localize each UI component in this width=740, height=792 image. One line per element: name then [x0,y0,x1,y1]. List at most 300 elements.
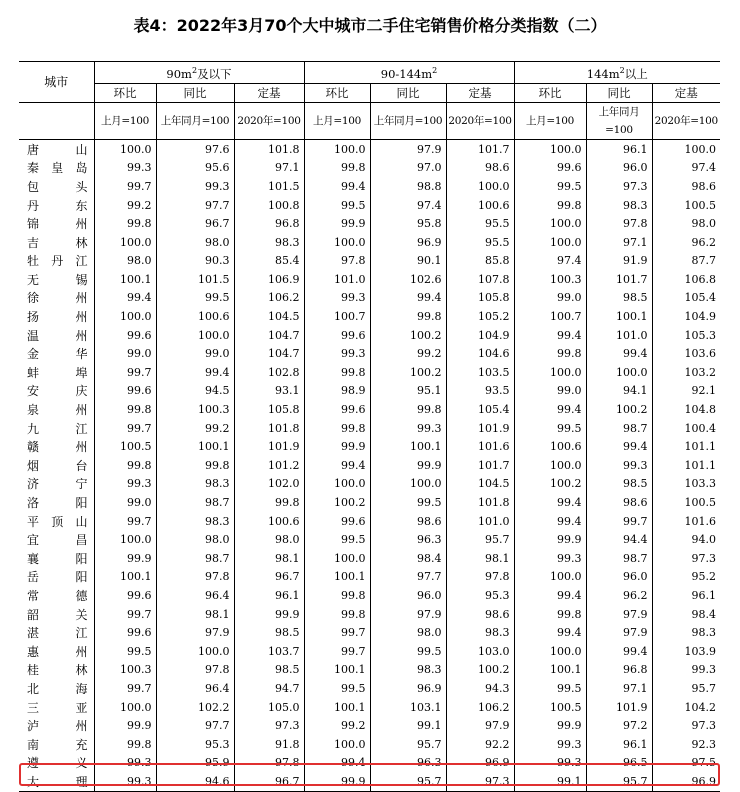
index-value: 100.3 [156,401,234,420]
index-value: 100.0 [156,326,234,345]
index-value: 100.0 [586,364,652,383]
index-value: 99.8 [94,735,156,754]
index-value: 99.4 [514,624,586,643]
index-value: 98.1 [446,549,514,568]
index-value: 99.5 [304,680,370,699]
index-value: 101.7 [586,271,652,290]
index-value: 101.5 [234,178,304,197]
index-value: 97.9 [370,605,446,624]
city-name: 湛江 [27,626,88,641]
index-value: 99.3 [94,159,156,178]
highlight-box [19,763,720,786]
sub-header: 环比 [304,83,370,103]
index-value: 96.3 [370,531,446,550]
index-value: 101.0 [304,271,370,290]
index-value: 101.7 [446,457,514,476]
index-value: 99.3 [514,735,586,754]
index-value: 99.4 [514,587,586,606]
index-value: 99.2 [304,717,370,736]
index-value: 99.7 [94,605,156,624]
index-value: 98.5 [234,661,304,680]
table-row [19,345,720,364]
index-value: 98.6 [586,494,652,513]
city-name: 锦州 [27,217,88,232]
index-value: 105.4 [446,401,514,420]
table-row [19,140,720,159]
index-value: 92.3 [652,735,720,754]
index-value: 96.4 [156,680,234,699]
index-value: 100.2 [446,661,514,680]
index-value: 100.5 [652,494,720,513]
city-name: 岳阳 [27,570,88,585]
index-value: 95.2 [652,568,720,587]
index-value: 98.3 [156,475,234,494]
index-value: 99.9 [514,717,586,736]
index-value: 100.0 [514,642,586,661]
index-value: 99.4 [94,289,156,308]
index-value: 100.0 [514,140,586,159]
city-header: 城市 [19,62,94,103]
index-value: 104.2 [652,698,720,717]
index-value: 99.3 [94,754,156,773]
index-value: 102.6 [370,271,446,290]
city-name: 烟台 [27,458,88,473]
index-value: 99.3 [304,345,370,364]
index-value: 98.3 [652,624,720,643]
index-value: 99.3 [514,754,586,773]
index-value: 99.6 [94,587,156,606]
index-value: 98.3 [446,624,514,643]
index-value: 94.4 [586,531,652,550]
index-value: 95.7 [370,735,446,754]
index-value: 100.6 [446,196,514,215]
index-value: 99.7 [94,680,156,699]
index-value: 96.9 [652,773,720,792]
table-row [19,289,720,308]
sub-header: 同比 [586,83,652,103]
index-value: 99.3 [514,549,586,568]
index-value: 101.2 [234,457,304,476]
table-row [19,661,720,680]
index-value: 97.1 [586,680,652,699]
index-value: 100.0 [514,364,586,383]
base-header: 2020年=100 [446,103,514,140]
index-value: 99.5 [514,680,586,699]
index-value: 91.9 [586,252,652,271]
index-value: 92.1 [652,382,720,401]
table-row [19,494,720,513]
index-value: 99.8 [304,587,370,606]
index-value: 100.6 [514,438,586,457]
index-value: 97.7 [156,196,234,215]
index-value: 99.5 [94,642,156,661]
index-value: 98.4 [370,549,446,568]
table-row [19,382,720,401]
index-value: 96.2 [586,587,652,606]
index-value: 99.6 [304,512,370,531]
index-value: 99.8 [370,401,446,420]
index-value: 94.5 [156,382,234,401]
index-value: 97.3 [652,717,720,736]
index-value: 96.0 [370,587,446,606]
index-value: 100.0 [94,531,156,550]
city-name: 大理 [19,773,94,792]
index-value: 100.1 [514,661,586,680]
table-row [19,624,720,643]
index-value: 97.4 [514,252,586,271]
index-value: 99.8 [514,605,586,624]
index-value: 100.6 [234,512,304,531]
index-value: 96.1 [586,735,652,754]
table-row [19,642,720,661]
sub-header: 同比 [370,83,446,103]
index-value: 98.8 [370,178,446,197]
index-value: 105.3 [652,326,720,345]
index-value: 98.7 [586,419,652,438]
index-value: 99.4 [514,494,586,513]
index-value: 98.3 [234,233,304,252]
index-value: 98.0 [370,624,446,643]
index-value: 98.6 [652,178,720,197]
city-name: 安庆 [27,384,88,399]
city-name: 常德 [27,588,88,603]
index-value: 105.8 [446,289,514,308]
index-value: 98.3 [156,512,234,531]
index-value: 99.5 [514,178,586,197]
city-name: 北海 [27,681,88,696]
index-value: 97.3 [586,178,652,197]
index-value: 99.7 [94,178,156,197]
index-value: 98.7 [156,549,234,568]
city-name: 吉林 [27,235,88,250]
index-value: 99.7 [586,512,652,531]
index-value: 95.6 [156,159,234,178]
index-value: 99.4 [514,512,586,531]
index-value: 97.7 [156,717,234,736]
index-value: 97.0 [370,159,446,178]
index-value: 96.9 [370,680,446,699]
group-header-small: $90m^2$及以下 [94,62,304,84]
index-value: 99.6 [94,624,156,643]
index-value: 104.5 [446,475,514,494]
index-value: 96.1 [652,587,720,606]
index-value: 96.7 [156,215,234,234]
index-value: 101.1 [652,438,720,457]
index-value: 102.2 [156,698,234,717]
city-name: 温州 [27,328,88,343]
index-value: 101.1 [652,457,720,476]
index-value: 96.1 [586,140,652,159]
index-value: 95.7 [586,773,652,792]
index-value: 97.9 [370,140,446,159]
index-value: 99.9 [304,215,370,234]
index-value: 97.8 [234,754,304,773]
index-value: 99.6 [514,159,586,178]
index-value: 87.7 [652,252,720,271]
city-name: 遵义 [27,756,88,771]
index-value: 100.0 [94,698,156,717]
index-value: 106.9 [234,271,304,290]
index-value: 99.9 [234,605,304,624]
index-value: 103.7 [234,642,304,661]
index-value: 99.3 [652,661,720,680]
index-value: 85.8 [446,252,514,271]
table-row [19,680,720,699]
index-value: 99.1 [370,717,446,736]
sub-header: 定基 [234,83,304,103]
table-row [19,531,720,550]
index-value: 103.1 [370,698,446,717]
table-row [19,605,720,624]
table-row [19,419,720,438]
index-value: 99.0 [514,289,586,308]
index-value: 99.8 [370,308,446,327]
index-value: 98.7 [156,494,234,513]
index-value: 102.8 [234,364,304,383]
index-value: 100.0 [514,215,586,234]
index-value: 98.5 [586,475,652,494]
index-value: 97.5 [652,754,720,773]
index-value: 96.8 [234,215,304,234]
index-value: 101.0 [446,512,514,531]
table-row [19,735,720,754]
index-value: 99.9 [94,717,156,736]
index-value: 105.0 [234,698,304,717]
index-value: 97.8 [156,568,234,587]
index-value: 100.7 [514,308,586,327]
index-value: 95.5 [446,215,514,234]
index-value: 99.4 [156,364,234,383]
index-value: 95.3 [446,587,514,606]
index-value: 97.8 [304,252,370,271]
index-value: 103.0 [446,642,514,661]
index-value: 101.9 [446,419,514,438]
index-value: 96.2 [652,233,720,252]
index-value: 98.5 [586,289,652,308]
index-value: 99.0 [94,494,156,513]
index-value: 99.9 [304,773,370,792]
index-value: 94.0 [652,531,720,550]
city-name: 扬州 [27,310,88,325]
index-value: 99.7 [304,624,370,643]
index-value: 99.7 [94,512,156,531]
index-value: 99.3 [156,178,234,197]
index-value: 99.6 [94,382,156,401]
index-value: 96.9 [370,233,446,252]
index-value: 98.6 [446,605,514,624]
index-value: 101.7 [446,140,514,159]
index-value: 100.1 [370,438,446,457]
index-value: 103.3 [652,475,720,494]
index-value: 96.8 [586,661,652,680]
base-header: 上年同月=100 [370,103,446,140]
index-value: 100.0 [94,308,156,327]
index-value: 99.5 [370,494,446,513]
table-row [19,252,720,271]
city-name: 唐山 [27,142,88,157]
index-value: 99.9 [304,438,370,457]
index-value: 95.7 [446,531,514,550]
base-header: 上月=100 [94,103,156,140]
base-header: 2020年=100 [234,103,304,140]
index-value: 97.8 [156,661,234,680]
index-value: 94.3 [446,680,514,699]
index-value: 100.0 [514,568,586,587]
index-value: 96.5 [586,754,652,773]
index-value: 97.6 [156,140,234,159]
index-value: 101.8 [234,419,304,438]
city-name: 包头 [27,179,88,194]
index-value: 100.2 [370,364,446,383]
table-row [19,159,720,178]
index-value: 105.8 [234,401,304,420]
table-row [19,512,720,531]
index-value: 97.9 [586,624,652,643]
index-value: 96.7 [234,568,304,587]
sub-header: 环比 [514,83,586,103]
index-value: 99.7 [94,364,156,383]
index-value: 95.3 [156,735,234,754]
index-value: 100.0 [370,475,446,494]
index-value: 100.1 [304,661,370,680]
index-value: 97.1 [234,159,304,178]
index-value: 90.1 [370,252,446,271]
index-value: 99.8 [94,215,156,234]
index-value: 99.7 [94,419,156,438]
index-value: 99.8 [304,605,370,624]
index-value: 104.7 [234,345,304,364]
index-value: 101.9 [586,698,652,717]
index-value: 100.7 [304,308,370,327]
index-value: 98.3 [586,196,652,215]
index-value: 100.1 [94,568,156,587]
index-value: 99.9 [370,457,446,476]
base-header: 上月=100 [304,103,370,140]
index-value: 100.3 [514,271,586,290]
index-value: 100.0 [446,178,514,197]
index-value: 99.4 [586,345,652,364]
index-value: 96.1 [234,587,304,606]
index-value: 100.0 [304,475,370,494]
index-value: 101.0 [586,326,652,345]
sub-header: 环比 [94,83,156,103]
index-value: 99.9 [514,531,586,550]
index-value: 95.1 [370,382,446,401]
table-row [19,271,720,290]
index-value: 94.1 [586,382,652,401]
index-value: 100.0 [94,233,156,252]
index-value: 104.9 [446,326,514,345]
index-value: 99.5 [304,531,370,550]
index-value: 100.2 [370,326,446,345]
index-value: 100.3 [94,661,156,680]
index-value: 99.0 [94,345,156,364]
index-value: 97.1 [586,233,652,252]
index-value: 98.1 [156,605,234,624]
table-row [19,587,720,606]
index-value: 99.8 [234,494,304,513]
index-value: 100.5 [94,438,156,457]
index-value: 104.8 [652,401,720,420]
index-value: 95.8 [370,215,446,234]
table-row [19,475,720,494]
index-value: 96.7 [234,773,304,792]
city-name: 济宁 [27,477,88,492]
index-value: 96.0 [586,568,652,587]
index-value: 100.0 [514,233,586,252]
city-name: 韶关 [27,607,88,622]
city-name: 泉州 [27,403,88,418]
index-value: 96.9 [446,754,514,773]
index-value: 106.2 [446,698,514,717]
index-value: 100.5 [514,698,586,717]
index-value: 97.8 [446,568,514,587]
base-header: 上月=100 [514,103,586,140]
index-value: 99.8 [514,196,586,215]
index-value: 94.7 [234,680,304,699]
index-value: 99.3 [94,475,156,494]
city-name: 金华 [27,347,88,362]
index-value: 99.8 [304,159,370,178]
index-value: 97.9 [586,605,652,624]
index-value: 97.4 [370,196,446,215]
index-value: 99.6 [304,401,370,420]
index-value: 100.0 [94,140,156,159]
index-value: 99.3 [586,457,652,476]
index-value: 107.8 [446,271,514,290]
index-value: 98.9 [304,382,370,401]
group-header-large: $144m^2$以上 [514,62,720,84]
index-value: 101.8 [446,494,514,513]
city-name: 平顶山 [27,514,88,529]
index-value: 90.3 [156,252,234,271]
index-value: 100.0 [652,140,720,159]
index-value: 98.0 [652,215,720,234]
city-name: 赣州 [27,440,88,455]
city-name: 南充 [27,737,88,752]
index-value: 97.4 [652,159,720,178]
index-value: 100.5 [652,196,720,215]
index-value: 98.7 [586,549,652,568]
index-value: 100.0 [304,140,370,159]
index-value: 99.6 [304,326,370,345]
index-value: 93.5 [446,382,514,401]
index-value: 99.4 [304,754,370,773]
index-value: 100.0 [156,642,234,661]
index-value: 95.9 [156,754,234,773]
index-value: 101.6 [446,438,514,457]
table-row [19,326,720,345]
table-row [19,364,720,383]
city-name: 惠州 [27,644,88,659]
index-value: 97.2 [586,717,652,736]
index-value: 99.2 [370,345,446,364]
city-name: 桂林 [27,663,88,678]
index-value: 98.0 [94,252,156,271]
index-value: 103.6 [652,345,720,364]
index-value: 101.9 [234,438,304,457]
index-value: 99.4 [586,642,652,661]
table-row [19,401,720,420]
index-value: 104.5 [234,308,304,327]
index-value: 100.0 [304,735,370,754]
index-value: 99.4 [304,178,370,197]
index-value: 100.0 [304,233,370,252]
index-value: 98.0 [234,531,304,550]
table-row [19,698,720,717]
index-value: 97.7 [370,568,446,587]
base-header: 上年同月=100 [586,103,652,140]
